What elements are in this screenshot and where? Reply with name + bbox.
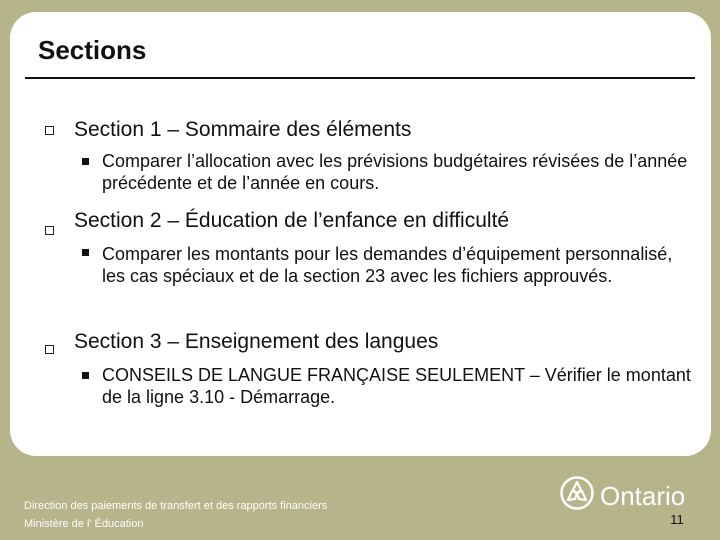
footer-department: Direction des paiements de transfert et des rapports financiers [24, 500, 328, 512]
ontario-logo [560, 476, 685, 515]
square-bullet-icon [82, 249, 89, 256]
ontario-trillium-icon [560, 476, 594, 515]
page-number: 11 [670, 512, 684, 527]
square-bullet-icon [82, 372, 89, 379]
box-bullet-icon [45, 126, 54, 135]
square-bullet-icon [82, 158, 89, 165]
section-detail: Comparer l’allocation avec les prévisions budgétaires révisées de l’année précédente et de l’année en cours. [102, 151, 688, 193]
title-divider [25, 77, 695, 79]
footer-ministry: Ministère de l’ Éducation [24, 518, 144, 530]
section-heading: Section 3 – Enseignement des langues [74, 330, 439, 353]
slide-title: Sections [38, 35, 147, 65]
section-heading: Section 1 – Sommaire des éléments [74, 118, 412, 141]
box-bullet-icon [45, 226, 54, 235]
ontario-wordmark: Ontario [600, 480, 686, 511]
section-detail: CONSEILS DE LANGUE FRANÇAISE SEULEMENT – Vérifier le montant de la ligne 3.10 - Démarrage. [102, 365, 691, 407]
section-detail: Comparer les montants pour les demandes d’équipement personnalisé, les cas spéciaux et de la section 23 avec les fichiers approuvés. [102, 244, 673, 286]
section-heading: Section 2 – Éducation de l’enfance en difficulté [74, 209, 510, 232]
box-bullet-icon [45, 345, 54, 354]
